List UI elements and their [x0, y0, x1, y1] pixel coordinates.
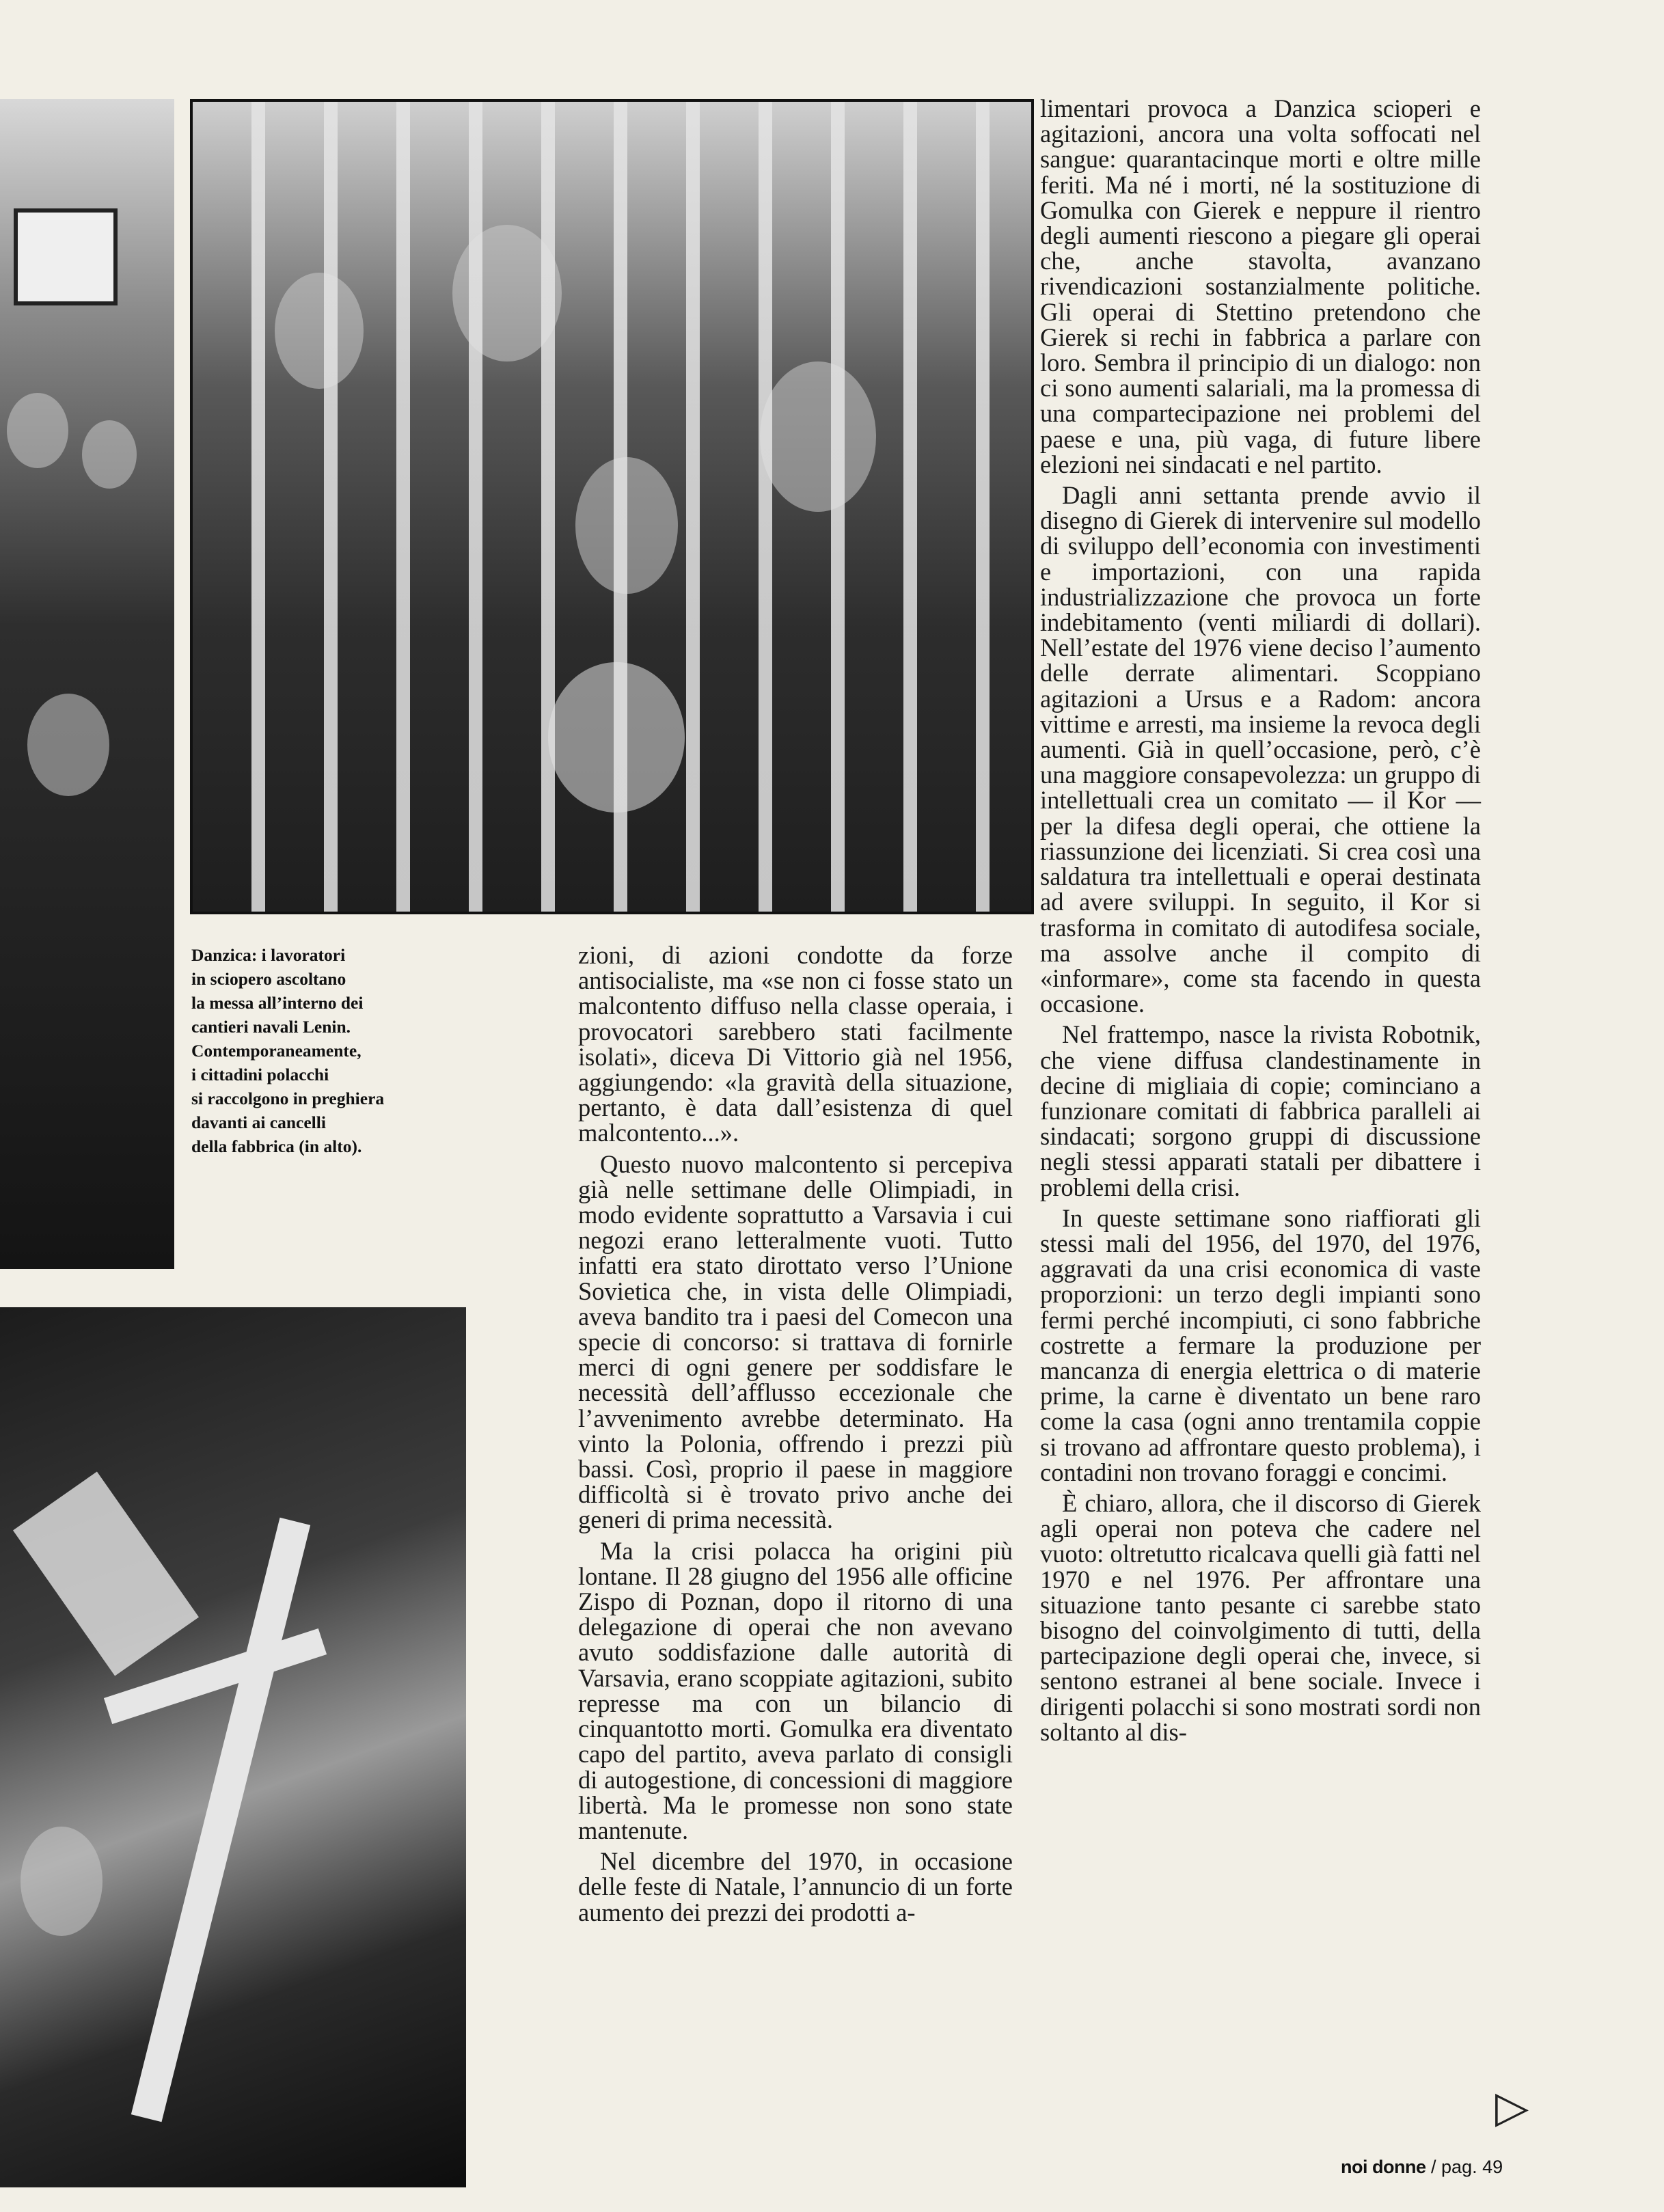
caption-line: Danzica: i lavoratori [191, 945, 346, 965]
magazine-name: noi donne [1341, 2157, 1426, 2177]
article-column-middle [578, 942, 1013, 1925]
paragraph: In queste settimane sono riaffiorati gli stessi mali del 1956, del 1970, del 1976, aggravati da una crisi economica di vaste proporzioni: un terzo degli impianti sono fermi perché incompiuti, ci sono fabbriche costrette a fermare la produzione per mancanza di energia elettrica o di materie prime, la carne è diventato un bene raro come la casa (ogni anno trentamila coppie si trovano ad affrontare questo problema), i contadini non trovano foraggi e concimi. [1040, 1203, 1481, 1486]
caption-line: davanti ai cancelli [191, 1112, 326, 1132]
photo-crosses-memorial [0, 1307, 466, 2187]
continue-arrow-icon: ▷ [1495, 2082, 1529, 2133]
photo-gate-prayer [190, 99, 1034, 914]
paragraph: Nel frattempo, nasce la rivista Robotnik, che viene diffusa clandestinamente in decine di migliaia di copie; cominciano a funzionare comitati di fabbrica paralleli ai sindacati; sorgono gruppi di discussione negli stessi apparati statali per dibattere i problemi della crisi. [1040, 1020, 1481, 1201]
paragraph: limentari provoca a Danzica scioperi e agitazioni, ancora una volta soffocati nel sangue: quarantacinque morti e oltre mille feriti. Ma né i morti, né la sostituzione di Gomulka con Gierek e neppure il rientro degli aumenti riescono a piegare gli operai che, anche stavolta, avanzano rivendicazioni sostanzialmente politiche. Gli operai di Stettino pretendono che Gierek si rechi in fabbrica a parlare con loro. Sembra il principio di un dialogo: non ci sono aumenti salariali, ma la promessa di una compartecipazione nei problemi del paese e una, più vaga, di future libere elezioni nei sindacati e nel partito. [1040, 94, 1481, 478]
caption-line: la messa all’interno dei [191, 993, 364, 1013]
paragraph: Questo nuovo malcontento si percepiva già nelle settimane delle Olimpiadi, in modo evidente soprattutto a Varsavia i cui negozi erano letteralmente vuoti. Tutto infatti era stato dirottato verso l’Unione Sovietica che, in vista delle Olimpiadi, aveva bandito tra i paesi del Comecon una specie di concorso: si trattava di fornirle merci di ogni genere per soddisfare le necessità dell’afflusso eccezionale che l’avvenimento avrebbe determinato. Ha vinto la Polonia, offrendo i prezzi più bassi. Così, proprio il paese in maggiore difficoltà si è trovato privo anche dei generi di prima necessità. [578, 1149, 1013, 1534]
page-number: pag. 49 [1441, 2157, 1503, 2177]
caption-line: in sciopero ascoltano [191, 969, 346, 989]
footer-separator: / [1431, 2157, 1436, 2177]
caption-line: i cittadini polacchi [191, 1065, 329, 1084]
paragraph: È chiaro, allora, che il discorso di Gierek agli operai non poteva che cadere nel vuoto: oltretutto ricalcava quelli già fatti nel 1970 e nel 1976. Per affrontare una situazione tanto pesante ci sarebbe stato bisogno del coinvolgimento di tutti, della partecipazione degli operai che, invece, si sentono estranei al bene sociale. Invece i dirigenti polacchi si sono mostrati sordi non soltanto al dis- [1040, 1488, 1481, 1746]
article-column-right [1040, 96, 1481, 1745]
photo-caption [191, 943, 420, 1158]
page-footer [1341, 2157, 1503, 2178]
caption-line: si raccolgono in preghiera [191, 1089, 385, 1108]
caption-line: Contemporaneamente, [191, 1041, 362, 1061]
paragraph: Nel dicembre del 1970, in occasione delle feste di Natale, l’annuncio di un forte aumento dei prezzi dei prodotti a- [578, 1847, 1013, 1926]
paragraph: zioni, di azioni condotte da forze antisocialiste, ma «se non ci fosse stato un malcontento diffuso nella classe operaia, i provocatori sarebbero stati facilmente isolati», diceva Di Vittorio già nel 1956, aggiungendo: «la gravità della situazione, pertanto, è data dall’esistenza di quel malcontento...». [578, 941, 1013, 1147]
caption-line: della fabbrica (in alto). [191, 1136, 362, 1156]
paragraph: Ma la crisi polacca ha origini più lontane. Il 28 giugno del 1956 alle officine Zispo di Poznan, dopo il ritorno di una delegazione di operai che non avevano avuto soddisfazione dalle autorità di Varsavia, erano scoppiate agitazioni, subito represse ma con un bilancio di cinquantotto morti. Gomulka era diventato capo del partito, aveva parlato di consigli di autogestione, di concessioni di maggiore libertà. Ma le promesse non sono state mantenute. [578, 1536, 1013, 1844]
paragraph: Dagli anni settanta prende avvio il disegno di Gierek di intervenire sul modello di sviluppo dell’economia con investimenti e importazioni, con una rapida industrializzazione che provoca un forte indebitamento (venti miliardi di dollari). Nell’estate del 1976 viene deciso l’aumento delle derrate alimentari. Scoppiano agitazioni a Ursus e a Radom: ancora vittime e arresti, ma insieme la revoca degli aumenti. Già in quell’occasione, però, c’è una maggiore consapevolezza: un gruppo di intellettuali crea un comitato — il Kor — per la difesa degli operai, che ottiene la riassunzione dei licenziati. Si crea così una saldatura tra intellettuali e operai destinata ad avere sviluppi. In seguito, il Kor si trasforma in comitato di autodifesa sociale, ma assolve anche il compito di «informare», come sta facendo in questa occasione. [1040, 481, 1481, 1018]
caption-line: cantieri navali Lenin. [191, 1017, 351, 1037]
photo-street-crowd [0, 99, 174, 1269]
